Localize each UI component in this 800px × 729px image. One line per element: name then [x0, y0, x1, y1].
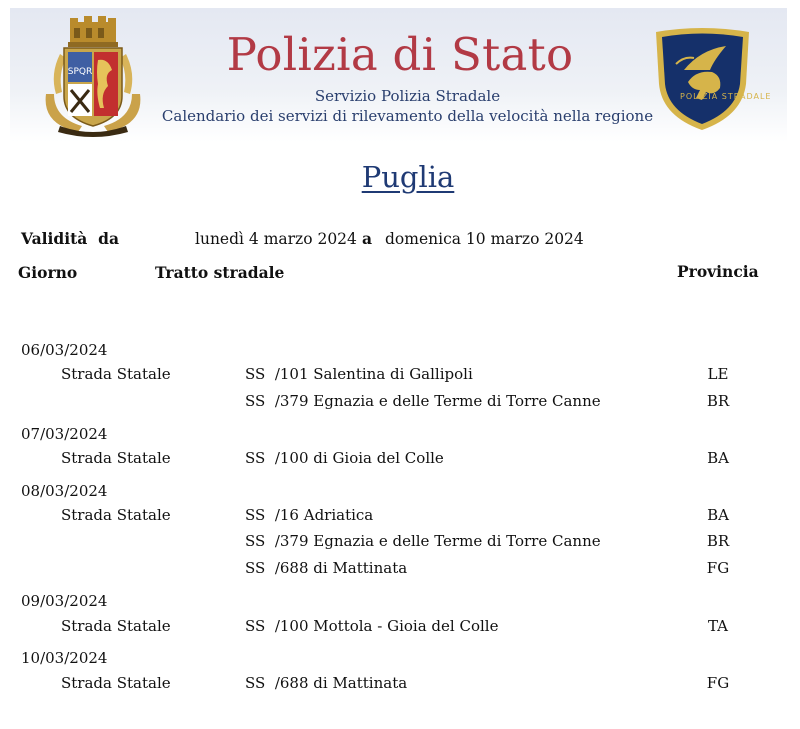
- banner-subtitle-calendar: Calendario dei servizi di rilevamento della velocità nella regione: [161, 107, 654, 125]
- validity-to: domenica 10 marzo 2024: [385, 230, 584, 248]
- province-code: BA: [707, 449, 729, 467]
- province-code: FG: [706, 674, 730, 692]
- road-name: SS /379 Egnazia e delle Terme di Torre Canne: [245, 532, 601, 550]
- road-name: SS /688 di Mattinata: [245, 674, 408, 692]
- road-name: SS /100 di Gioia del Colle: [245, 449, 444, 467]
- day-date: 10/03/2024: [21, 649, 108, 667]
- day-date: 06/03/2024: [21, 341, 108, 359]
- road-type: Strada Statale: [61, 506, 171, 524]
- road-name: SS /100 Mottola - Gioia del Colle: [245, 617, 499, 635]
- svg-text:SPQR: SPQR: [67, 67, 93, 77]
- column-header-road: Tratto stradale: [155, 263, 285, 282]
- validity-label: Validità da: [21, 229, 120, 248]
- banner-subtitle-service: Servizio Polizia Stradale: [314, 87, 501, 105]
- region-title: Puglia: [361, 160, 455, 194]
- column-header-day: Giorno: [18, 263, 78, 282]
- province-code: BA: [707, 506, 729, 524]
- province-code: BR: [706, 532, 730, 550]
- province-code: FG: [706, 559, 730, 577]
- validity-from: lunedì 4 marzo 2024: [195, 230, 357, 248]
- banner-title: Polizia di Stato: [226, 28, 574, 81]
- province-code: LE: [707, 365, 729, 383]
- province-code: BR: [706, 392, 730, 410]
- road-name: SS /16 Adriatica: [245, 506, 374, 524]
- badge-text: POLIZIA STRADALE: [680, 92, 772, 101]
- validity-connector: a: [362, 229, 373, 248]
- road-type: Strada Statale: [61, 449, 171, 467]
- province-code: TA: [707, 617, 729, 635]
- road-type: Strada Statale: [61, 365, 171, 383]
- road-type: Strada Statale: [61, 674, 171, 692]
- road-type: Strada Statale: [61, 617, 171, 635]
- day-date: 07/03/2024: [21, 425, 108, 443]
- road-name: SS /379 Egnazia e delle Terme di Torre Canne: [245, 392, 601, 410]
- day-date: 08/03/2024: [21, 482, 108, 500]
- road-name: SS /688 di Mattinata: [245, 559, 408, 577]
- day-date: 09/03/2024: [21, 592, 108, 610]
- column-header-province: Provincia: [677, 262, 759, 281]
- road-name: SS /101 Salentina di Gallipoli: [245, 365, 473, 383]
